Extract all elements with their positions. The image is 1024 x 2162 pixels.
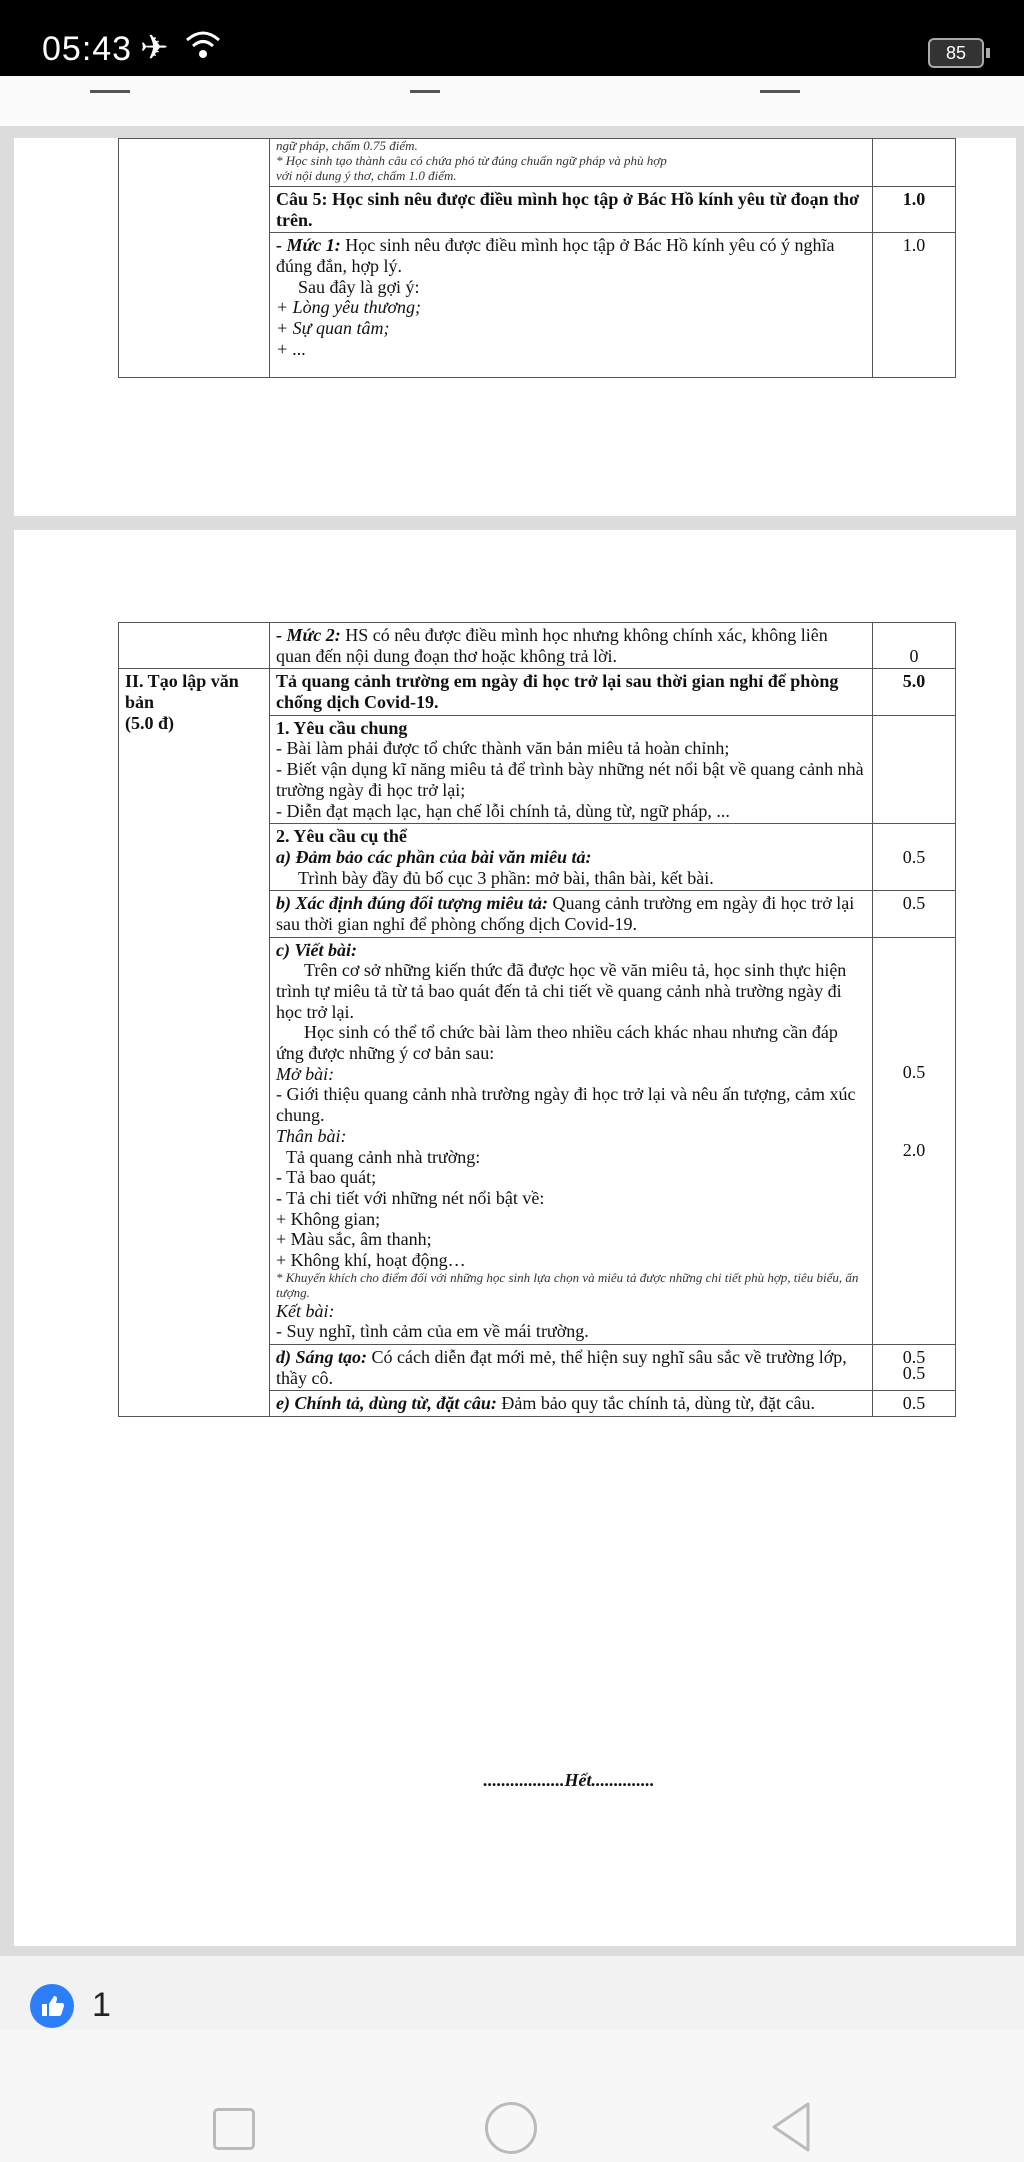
document-viewer[interactable]: [0, 126, 1024, 1956]
table-row: - Mức 2: HS có nêu được điều mình học nhưng không chính xác, không liên quan đến nội dung đoạn thơ hoặc không trả lời. 0: [119, 623, 956, 669]
airplane-mode-icon: ✈: [140, 29, 169, 67]
status-time: 05:43: [42, 30, 133, 68]
toolbar-button[interactable]: [410, 76, 440, 93]
status-bar: [0, 0, 1024, 76]
table-row: 1. Yêu cầu chung - Bài làm phải được tổ chức thành văn bản miêu tả hoàn chỉnh; - Biết vận dụng kĩ năng miêu tả để trình bày những nét nổi bật về quang cảnh nhà trường ngày đi học trở lại; - Diễn đạt mạch lạc, hạn chế lỗi chính tả, dùng từ, ngữ pháp, ...: [119, 715, 956, 823]
table-row: 2. Yêu cầu cụ thể a) Đảm bảo các phần của bài văn miêu tả: Trình bày đầy đủ bố cục 3 phần: mở bài, thân bài, kết bài. 0.5: [119, 824, 956, 891]
recent-apps-button[interactable]: [213, 2108, 255, 2150]
toolbar-button[interactable]: [90, 76, 130, 93]
battery-icon: 85: [928, 38, 984, 68]
like-icon[interactable]: [30, 1984, 74, 2028]
table-row: - Mức 1: Học sinh nêu được điều mình học tập ở Bác Hồ kính yêu có ý nghĩa đúng đắn, hợp lý. Sau đây là gợi ý: + Lòng yêu thương; + Sự quan tâm; + ... 1.0: [119, 233, 956, 378]
grading-table: [118, 138, 956, 378]
document-page: [14, 138, 1016, 516]
grading-table: [118, 622, 956, 1417]
end-marker: ..................Hết..............: [483, 1770, 655, 1790]
table-row: ngữ pháp, chấm 0.75 điểm. * Học sinh tạo thành câu có chứa phó từ đúng chuẩn ngữ pháp và phù hợp với nội dung ý thơ, chấm 1.0 điểm.: [119, 139, 956, 187]
table-row: c) Viết bài: Trên cơ sở những kiến thức đã được học về văn miêu tả, học sinh thực hiện trình tự miêu tả từ tả bao quát đến tả chi tiết về quang cảnh nhà trường ngày đi học trở lại. Học sinh có thể tổ chức bài làm theo nhiều cách khác nhau nhưng cần đáp ứng được những ý cơ bản sau: Mở bài: - Giới thiệu quang cảnh nhà trường ngày đi học trở lại và nêu ấn tượng, cảm xúc chung. Thân bài: Tả quang cảnh nhà trường: - Tả bao quát; - Tả chi tiết với những nét nổi bật về: + Không gian; + Màu sắc, âm thanh; + Không khí, hoạt động… * Khuyến khích cho điểm đối với những học sinh lựa chọn và miêu tả được những chi tiết phù hợp, tiêu biểu, ấn tượng. Kết bài: - Suy nghĩ, tình cảm của em về mái trường. 0.5 2.0 0.5: [119, 937, 956, 1344]
viewer-toolbar: [0, 76, 1024, 126]
toolbar-button[interactable]: [760, 76, 800, 93]
section-points: (5.0 đ): [125, 712, 174, 733]
table-row: II. Tạo lập văn bản (5.0 đ) Tả quang cảnh trường em ngày đi học trở lại sau thời gian nghỉ để phòng chống dịch Covid-19. 5.0: [119, 669, 956, 715]
section-title: II. Tạo lập văn bản: [125, 671, 239, 713]
like-count: 1: [92, 1986, 111, 2024]
back-button[interactable]: [768, 2100, 814, 2159]
table-row: b) Xác định đúng đối tượng miêu tả: Quang cảnh trường em ngày đi học trở lại sau thời gian nghỉ để phòng chống dịch Covid-19. 0.5: [119, 891, 956, 937]
document-page: [14, 530, 1016, 1946]
wifi-icon: [185, 30, 221, 65]
table-row: d) Sáng tạo: Có cách diễn đạt mới mẻ, thể hiện suy nghĩ sâu sắc về trường lớp, thầy cô. 0.5: [119, 1344, 956, 1390]
table-row: e) Chính tả, dùng từ, đặt câu: Đảm bảo quy tắc chính tả, dùng từ, đặt câu. 0.5: [119, 1391, 956, 1417]
table-row: Câu 5: Học sinh nêu được điều mình học tập ở Bác Hồ kính yêu từ đoạn thơ trên. 1.0: [119, 186, 956, 232]
navigation-bar: [0, 2030, 1024, 2162]
home-button[interactable]: [485, 2102, 537, 2154]
